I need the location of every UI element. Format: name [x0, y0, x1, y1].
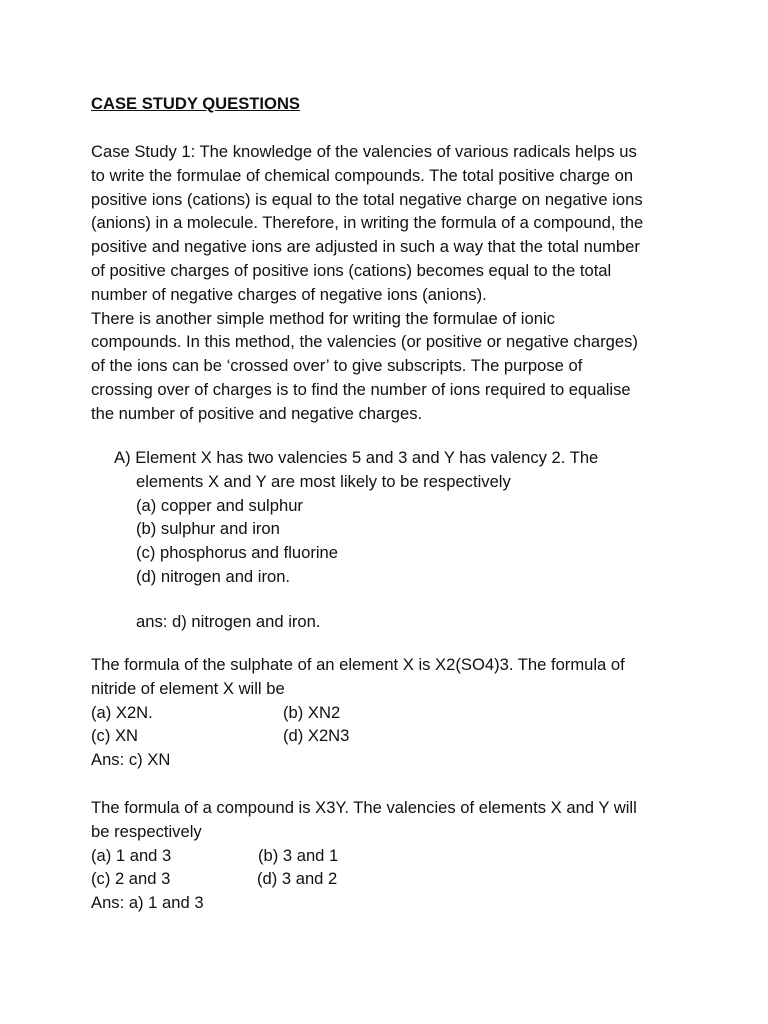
paragraph-line: crossing over of charges is to find the number of ions required to equalise [91, 379, 631, 399]
question-2-option: (a) X2N. [91, 702, 153, 722]
question-a-option: (d) nitrogen and iron. [136, 566, 291, 586]
question-3-answer: Ans: a) 1 and 3 [91, 893, 204, 913]
question-3-option: (a) 1 and 3 [91, 845, 172, 865]
question-a [114, 446, 694, 589]
question-a-option: (a) copper and sulphur [136, 495, 303, 515]
paragraph-line: Case Study 1: The knowledge of the valencies of various radicals helps us [91, 142, 637, 161]
question-a-option: (c) phosphorus and fluorine [136, 543, 339, 563]
paragraph-line: of positive charges of positive ions (cations) becomes equal to the total [91, 260, 612, 280]
paragraph-line: number of negative charges of negative ions (anions). [91, 284, 487, 304]
question-2-option: (b) XN2 [283, 702, 341, 722]
question-a-stem: A) Element X has two valencies 5 and 3 and Y has valency 2. The [114, 448, 599, 467]
question-3-option: (d) 3 and 2 [257, 869, 338, 889]
question-a-option: (b) sulphur and iron [136, 519, 280, 539]
page-heading: CASE STUDY QUESTIONS [91, 94, 300, 113]
question-2-answer: Ans: c) XN [91, 750, 171, 770]
paragraph-line: (anions) in a molecule. Therefore, in writing the formula of a compound, the [91, 213, 644, 233]
question-2-options-row [91, 724, 691, 748]
paragraph-line: positive and negative ions are adjusted in such a way that the total number [91, 237, 640, 257]
question-2-option: (d) X2N3 [283, 726, 350, 746]
question-2-stem: The formula of the sulphate of an element X is X2(SO4)3. The formula of [91, 655, 625, 674]
question-3-options-row [91, 844, 691, 868]
paragraph-line: There is another simple method for writing the formulae of ionic [91, 308, 555, 328]
question-2-stem: nitride of element X will be [91, 678, 285, 698]
question-3-option: (b) 3 and 1 [258, 845, 339, 865]
question-3 [91, 796, 691, 915]
paragraph-line: compounds. In this method, the valencies (or positive or negative charges) [91, 332, 638, 352]
question-3-option: (c) 2 and 3 [91, 869, 171, 889]
question-a-answer: ans: d) nitrogen and iron. [136, 612, 321, 631]
paragraph-line: to write the formulae of chemical compounds. The total positive charge on [91, 165, 634, 185]
paragraph-line: of the ions can be ‘crossed over’ to give subscripts. The purpose of [91, 356, 583, 376]
question-2-options-row [91, 701, 691, 725]
question-3-stem: The formula of a compound is X3Y. The valencies of elements X and Y will [91, 798, 637, 817]
question-3-stem: be respectively [91, 821, 202, 841]
paragraph-line: the number of positive and negative charges. [91, 403, 423, 423]
case-study-paragraph [91, 140, 691, 426]
question-a-stem: elements X and Y are most likely to be respectively [136, 471, 511, 491]
question-3-options-row [91, 867, 691, 891]
question-2-option: (c) XN [91, 726, 139, 746]
paragraph-line: positive ions (cations) is equal to the total negative charge on negative ions [91, 189, 643, 209]
question-2 [91, 653, 691, 772]
